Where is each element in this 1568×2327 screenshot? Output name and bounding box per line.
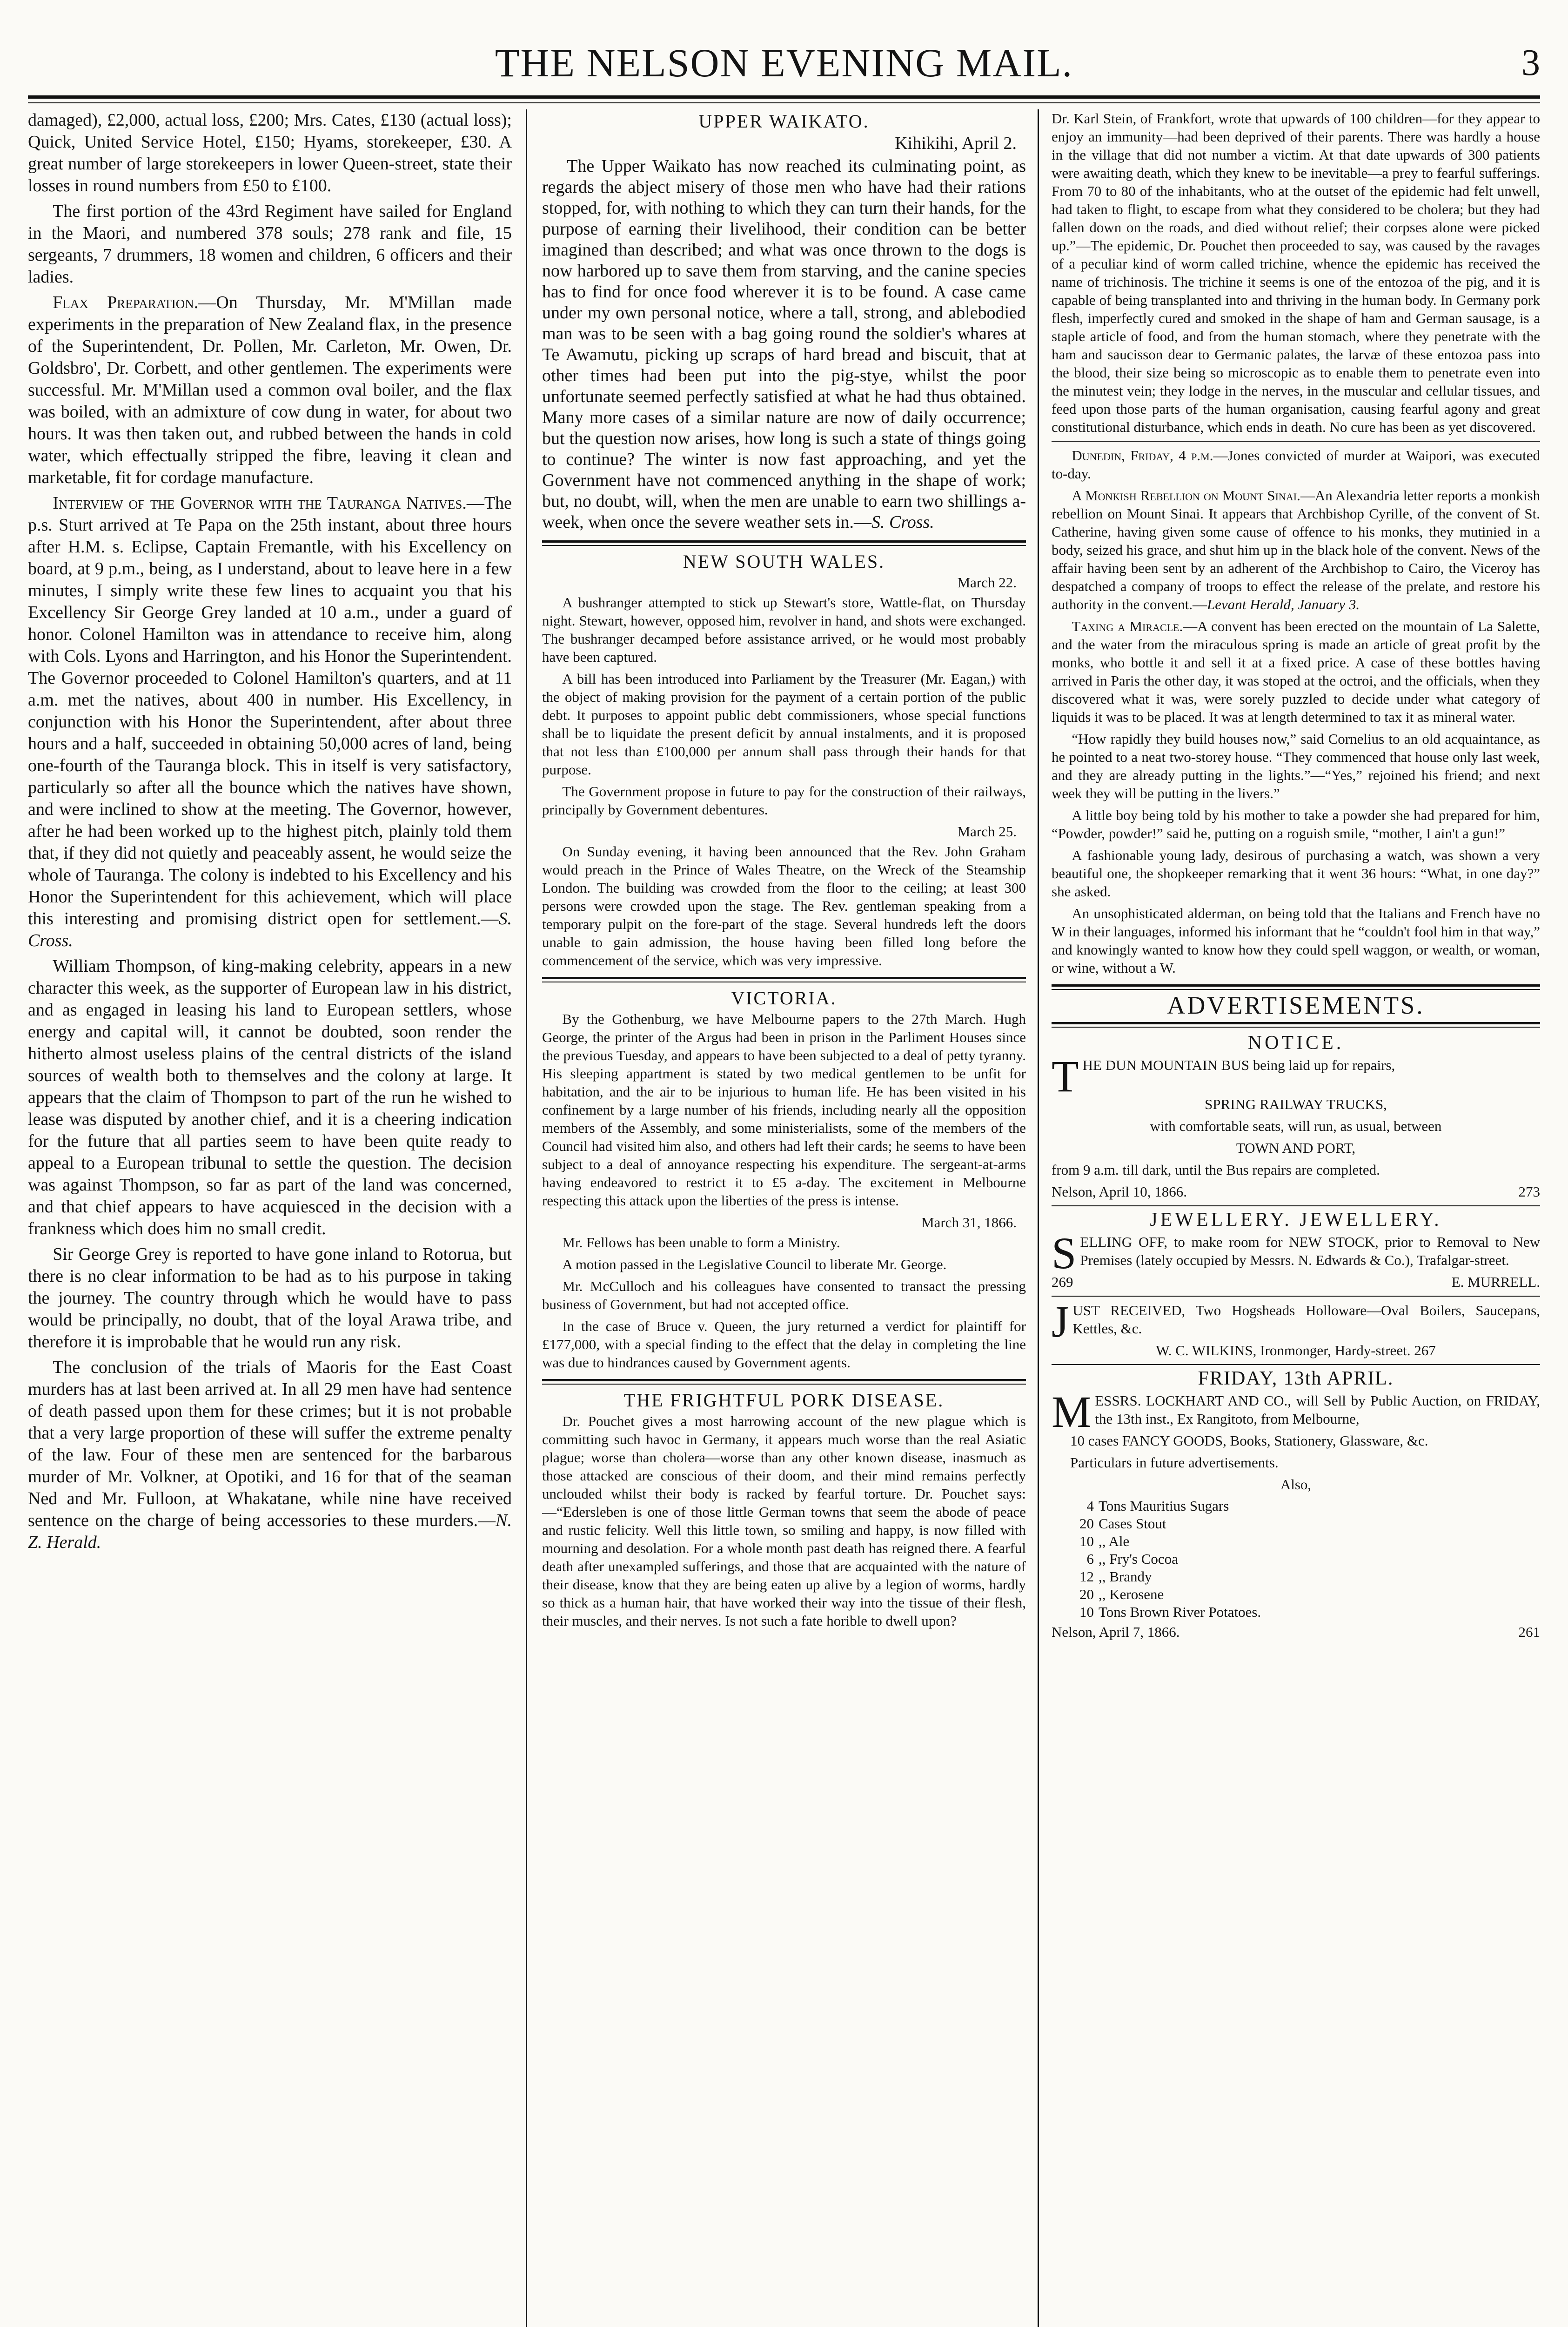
ad-date: Nelson, April 10, 1866. [1052,1184,1187,1200]
ad-auction [1052,1370,1540,1641]
ad-rule [1052,1205,1540,1206]
ad-title: NOTICE. [1247,1032,1344,1054]
article-paragraph: In the case of Bruce v. Queen, the jury returned a verdict for plaintiff for £177,000, with a special finding to the effect that the delay in completing the line was due to hindrances caused by Government agents. [542,1318,1026,1371]
goods-quantity: 4 [1086,1498,1094,1514]
ad-jewellery [1052,1211,1540,1291]
ad-notice [1052,1034,1540,1201]
goods-quantity: 6 [1086,1551,1094,1567]
article-paragraph [1052,446,1540,483]
article-source: N. Z. Herald. [28,1511,512,1552]
ad-line: Particulars in future advertisements. [1070,1454,1279,1471]
masthead-rule-thin [28,102,1540,103]
goods-description: Tons Mauritius Sugars [1099,1498,1229,1514]
section-rule [542,977,1026,982]
article-source: S. Cross. [28,909,512,950]
article-paragraph: Dr. Pouchet gives a most harrowing account of the new plague which is committing such havoc in Germany, it appears much worse than the real Asiatic plague; worse than cholera—worse than any other known disease, inasmuch as those attacked are conscious of their doom, and their mind remains perfectly unclouded whilst their body is racked by fearful torture. Dr. Pouchet says:—“Edersleben is one of those little German towns that seem the abode of peace and rustic felicity. Well this little town, so smiling and happy, is now filled with mourning and desolation. For a whole month past death has reigned there. A fearful death after unexampled sufferings, and those that are acquainted with the nature of their disease, know that they are being eaten up alive by a legion of worms, hardly so thick as a human hair, that have worked their way into the tissue of their flesh, their muscles, and their nerves. Is not such a fate horible to dwell upon? [542,1413,1026,1629]
ad-text [1052,1297,1540,1346]
ad-footer [1052,1183,1540,1201]
dateline: March 22. [957,574,1017,591]
article-paragraph: An unsophisticated alderman, on being told that the Italians and French have no W in their languages, informed his informant that he “couldn't fool him in that way,” and knowingly wanted to know how they could spell waggon, or wealth, or woman, or wine, without a W. [1052,905,1540,976]
drop-cap: S [1052,1228,1077,1278]
ad-number: 273 [1518,1184,1540,1200]
goods-description: ,, Kerosene [1099,1586,1164,1602]
section-heading: THE FRIGHTFUL PORK DISEASE. [623,1390,945,1411]
article-paragraph [542,156,1026,533]
ad-number: 261 [1518,1624,1540,1640]
page-number: 3 [1521,42,1540,83]
ad-just-received [1052,1297,1540,1359]
drop-cap: J [1052,1297,1069,1346]
ad-date: Nelson, April 7, 1866. [1052,1624,1180,1640]
article-paragraph: A little boy being told by his mother to take a powder she had prepared for him, “Powder, powder!” said he, putting on a roguish smile, “mother, I ain't a gun!” [1052,807,1540,841]
article-paragraph: William Thompson, of king-making celebrity, appears in a new character this week, as the supporter of European law in his district, and as engaged in leasing his land to European settlers, whose energy and capital will, it cannot be doubted, soon render the hitherto almost useless plains of the central districts of the island sources of wealth both to themselves and the colony at large. It appears that the claim of Thompson to part of the run he wished to lease was disputed by another chief, and it is a cheering indication for the future that all parties seem to have been quite ready to appeal to a European tribunal to settle the question. The decision was against Thompson, so far as part of the land was concerned, and that chief appears to have acquiesced in the decision with a frankness which does him no small credit. [28,956,512,1238]
goods-item [1079,1515,1266,1533]
article-heading: A Monkish Rebellion on Mount Sinai. [1072,487,1300,504]
column-3 [1052,109,1540,2327]
drop-cap: T [1052,1051,1079,1101]
article-paragraph: On Sunday evening, it having been announced that the Rev. John Graham would preach in the Prince of Wales Theatre, on the Wreck of the Steamship London. The building was crowded from the floor to the ceiling; at least 300 persons were crowded upon the stage. The Rev. gentleman speaking from a temporary pulpit on the fore-part of the stage. Several hundreds left the doors unable to gain admission, the house having been filled long before the commencement of the service, which was very impressive. [542,843,1026,968]
ad-text [1052,1228,1540,1278]
article-heading: Flax Preparation. [53,293,199,312]
ad-line: ELLING OFF, to make room for NEW STOCK, prior to Removal to New Premises (lately occupied by Messrs. N. Edwards & Co.), Trafalgar-street. [1080,1234,1540,1268]
goods-description: ,, Fry's Cocoa [1099,1551,1178,1567]
goods-quantity: 20 [1079,1586,1094,1602]
column-1 [28,109,512,2327]
goods-description: ,, Ale [1099,1533,1130,1549]
ad-line: UST RECEIVED, Two Hogsheads Holloware—Oval Boilers, Saucepans, Kettles, &c. [1072,1302,1540,1337]
goods-list [1079,1497,1266,1621]
article-text: The Upper Waikato has now reached its culminating point, as regards the abject misery of those men who have had their rations stopped, for, with nothing to which they can turn their hands, for the purpose of earning their livelihood, their condition can be better imagined than described; and what was once thrown to the dogs is now harbored up to save them from starving, and the canine species has to find for once food wherever it is to be found. A case came under my own personal notice, where a tall, strong, and ablebodied man was to be seen with a bag going round the soldier's whares at Te Awamutu, picking up scraps of hard bread and biscuit, that at other times had been put into the pig-stye, whilst the poor unfortunate seemed perfectly satisfied at what he had thus obtained. Many more cases of a similar nature are now of daily occurrence; but the question now arises, how long is such a state of things going to continue? The winter is now fast approaching, and yet the Government have not commenced anything in the shape of work; but, no doubt, will, when the men are unable to earn two shillings a-week, when once the severe weather sets in.— [542,156,1026,532]
ad-text [1052,1051,1540,1101]
article-paragraph [28,292,512,489]
article-text: The conclusion of the trials of Maoris for the East Coast murders has at last been arrived at. In all 29 men have had sentence of death passed upon them for these crimes; but it is not probable that a very large proportion of these will suffer the extreme penalty of the law. Four of these men are sentenced for the barbarous murder of Mr. Volkner, at Opotiki, and 16 for that of the seaman Ned and Mr. Fulloon, at Whakatane, while nine have received sentence on the charge of being accessories to these murders.— [28,1358,512,1530]
article-paragraph [1052,486,1540,613]
article-paragraph: damaged), £2,000, actual loss, £200; Mrs. Cates, £130 (actual loss); Quick, United Service Hotel, £150; Hyams, storekeeper, £30. A great number of large storekeepers in lower Queen-street, state their losses in round numbers from £50 to £100. [28,110,512,195]
goods-item [1079,1497,1266,1515]
ad-line: from 9 a.m. till dark, until the Bus repairs are completed. [1052,1162,1380,1178]
article-text: —Jones convicted of murder at Waipori, was executed to-day. [1052,447,1540,482]
goods-description: ,, Brandy [1099,1568,1152,1585]
dateline: Kihikihi, April 2. [895,134,1017,153]
ad-signature: E. MURRELL. [1451,1274,1540,1290]
ad-text [1052,1387,1540,1437]
article-paragraph: Mr. McCulloch and his colleagues have consented to transact the pressing business of Government, but had not accepted office. [542,1278,1026,1312]
section-heading: NEW SOUTH WALES. [683,551,885,572]
article-paragraph: Sir George Grey is reported to have gone inland to Rotorua, but there is no clear information to be had as to his purpose in taking the journey. The country through which he would have to pass would be principally, no doubt, that of the loyal Arawa tribe, and therefore it is improbable that he would run any risk. [28,1244,512,1352]
ad-rule [1052,1364,1540,1365]
article-text: —The p.s. Sturt arrived at Te Papa on the 25th instant, about three hours after H.M. s. Eclipse, Captain Fremantle, with his Excellency on board, at 9 p.m., being, as I understand, about to leave here in a few minutes, I simply write these few lines to acquaint you that his Excellency Sir George Grey landed at 10 a.m., under a guard of honor. Colonel Hamilton was in attendance to receive him, along with Cols. Lyons and Harrington, and his Honor the Superintendent. The Governor proceeded to Colonel Hamilton's quarters, and at 11 a.m. met the natives, about 400 in number. His Excellency, in conjunction with his Honor the Superintendent, after about three hours and a half, succeeded in obtaining 50,000 acres of land, being one-fourth of the Tauranga block. This in itself is very satisfactory, particularly so after all the bounce which the natives have shown, and were inclined to show at the meeting. The Governor, however, after he had been worked up to the highest pitch, plainly told them that, if they did not quietly and peaceably assent, he would seize the whole of Tauranga. The colony is indebted to his Excellency and his Honor the Superintendent for this achievement, which will place this interesting and promising district open for settlement.— [28,493,512,928]
article-paragraph: “How rapidly they build houses now,” said Cornelius to an old acquaintance, as he pointed to a neat two-storey house. “They commenced that house only last week, and they are already putting in the lights.”—“Yes,” rejoined his friend; and next week they will be putting in the livers.” [1052,731,1540,801]
section-heading: VICTORIA. [731,988,837,1009]
article-paragraph: The Government propose in future to pay for the construction of their railways, principally by Government debentures. [542,783,1026,818]
goods-item [1079,1603,1266,1621]
dateline: March 31, 1866. [921,1214,1017,1231]
article-paragraph: Mr. Fellows has been unable to form a Ministry. [562,1234,840,1251]
article-paragraph: A fashionable young lady, desirous of purchasing a watch, was shown a very beautiful one, the shopkeeper remarking that it went 36 hours: “What, in one day?” she asked. [1052,847,1540,900]
article-heading: Dunedin, Friday, 4 p.m. [1072,447,1213,464]
ad-line: with comfortable seats, will run, as usual, between [1150,1118,1442,1134]
ad-title: FRIDAY, 13th APRIL. [1198,1368,1394,1389]
section-rule [1052,441,1540,442]
ad-title: JEWELLERY. JEWELLERY. [1150,1209,1442,1231]
article-paragraph [28,492,512,952]
goods-description: Cases Stout [1099,1515,1166,1532]
goods-quantity: 10 [1079,1604,1094,1620]
section-rule [1052,984,1540,990]
article-paragraph: By the Gothenburg, we have Melbourne papers to the 27th March. Hugh George, the printer of the Argus had been in prison in the Parliment Houses since the previous Tuesday, and appears to have been subjected to a deal of petty tyranny. His sleeping appartment is stated by two medical gentlemen to be unfit for habitation, and the air to be injurious to human life. He has been visited in his confinement by a large number of his friends, including nearly all the opposition members of the Assembly, and some ministerialists, some of the members of the Council had visited him also, and others had left their cards; he seems to have been subject to a deal of annoyance respecting his expenditure. The sergeant-at-arms having endeavored to restrict it to £5 a-day. The excitement in Melbourne respecting this attack upon the liberties of the press is intense. [542,1011,1026,1209]
article-paragraph: A bill has been introduced into Parliament by the Treasurer (Mr. Eagan,) with the object of making provision for the payment of a certain portion of the public debt. It purposes to appoint public debt commissioners, whose special functions shall be to liquidate the present deficit by annual instalments, and it is proposed that not less than £100,000 per annum shall pass through their hands for that purpose. [542,671,1026,778]
article-source: Levant Herald, January 3. [1207,596,1360,612]
article-paragraph: Dr. Karl Stein, of Frankfort, wrote that upwards of 100 children—for they appear to enjoy an immunity—had been deprived of their parents. There was hardly a house in the village that did not number a victim. At that date upwards of 300 patients were awaiting death, which they knew to be inevitable—a prey to fearful sufferings. From 70 to 80 of the inhabitants, who at the outset of the epidemic had felt unwell, had taken to flight, to escape from what they considered to be cholera; but they had fallen down on the roads, and died without relief; their corpses alone were picked up.”—The epidemic, Dr. Pouchet then proceeded to say, was caused by the ravages of a peculiar kind of worm called trichine, whence the epidemic has received the name of trichinosis. The trichine it seems is one of the entozoa of the pig, and it is capable of being transplanted into and thriving in the human body. In Germany pork flesh, imperfectly cured and smoked in the shape of ham and German sausage, is a staple article of food, and from the human stomach, where they penetrate with the ham and saucisson dear to Germanic palates, the larvæ of these entozoa pass into the blood, their size being so microscopic as to enable them to penetrate even into the minutest vein; they lodge in the nerves, in the muscular and cellular tissues, and feed upon those parts of the human organisation, causing fearful agony and great constitutional disturbance, which ends in death. No cure has been as yet discovered. [1052,110,1540,435]
article-paragraph [28,1357,512,1554]
ad-footer [1052,1623,1540,1641]
article-paragraph: A bushranger attempted to stick up Stewart's store, Wattle-flat, on Thursday night. Stewart, however, opposed him, revolver in hand, and shots were exchanged. The bushranger decamped before assistance arrived, or he would most probably have been captured. [542,594,1026,665]
ad-line: ESSRS. LOCKHART AND CO., will Sell by Public Auction, on FRIDAY, the 13th inst., Ex Rangitoto, from Melbourne, [1095,1392,1540,1427]
section-rule [542,540,1026,546]
article-paragraph [1052,617,1540,726]
ad-line: SPRING RAILWAY TRUCKS, [1205,1096,1387,1112]
masthead-title: THE NELSON EVENING MAIL. [495,40,1073,85]
section-rule [1052,1022,1540,1028]
advertisements-heading: ADVERTISEMENTS. [1167,991,1425,1019]
drop-cap: M [1052,1387,1092,1437]
goods-item [1079,1586,1266,1603]
ad-line: HE DUN MOUNTAIN BUS being laid up for repairs, [1082,1057,1395,1073]
ad-line: Also, [1280,1476,1312,1493]
article-paragraph: A motion passed in the Legislative Council to liberate Mr. George. [562,1256,947,1272]
article-heading: Taxing a Miracle. [1072,618,1183,634]
column-2 [542,109,1026,2327]
dateline: March 25. [957,823,1017,840]
goods-quantity: 10 [1079,1533,1094,1549]
ad-footer [1052,1273,1540,1291]
section-rule [542,1379,1026,1385]
article-paragraph: The first portion of the 43rd Regiment have sailed for England in the Maori, and numbered 378 souls; 278 rank and file, 15 sergeants, 7 drummers, 18 women and children, 6 officers and their ladies. [28,202,512,287]
section-heading: UPPER WAIKATO. [698,111,870,132]
goods-item [1079,1550,1266,1568]
ad-line: TOWN AND PORT, [1236,1140,1356,1156]
goods-item [1079,1533,1266,1550]
goods-description: Tons Brown River Potatoes. [1099,1604,1261,1620]
article-text: —On Thursday, Mr. M'Millan made experiments in the preparation of New Zealand flax, in the presence of the Superintendent, Dr. Pollen, Mr. Carleton, Mr. Owen, Dr. Goldsbro', Dr. Corbett, and other gentlemen. The experiments were successful. Mr. M'Millan used a common oval boiler, and the flax was boiled, with an admixture of cow dung in water, for about two hours. It was then taken out, and rubbed between the hands in cold water, which effectually stripped the fibre, leaving it clean and marketable, fit for cordage manufacture. [28,293,512,487]
masthead-rule [28,95,1540,99]
ad-signature: W. C. WILKINS, Ironmonger, Hardy-street. 267 [1156,1342,1436,1359]
column-divider [1038,109,1039,2327]
article-text: —A convent has been erected on the mountain of La Salette, and the water from the miraculous spring is made an article of great profit by the monks, who bottle it and sell it at a fixed price. A case of these bottles having arrived in Paris the other day, it was stoped at the octroi, and the officials, when they discovered what it was, were sorely puzzled to decide under what category of liquids it was to be placed. It was at length determined to tax it as mineral water. [1052,618,1540,725]
goods-quantity: 20 [1079,1515,1094,1532]
ad-number: 269 [1052,1274,1073,1290]
ad-rule [1052,1296,1540,1297]
column-divider [526,109,527,2327]
goods-quantity: 12 [1079,1568,1094,1585]
ad-line: 10 cases FANCY GOODS, Books, Stationery, Glassware, &c. [1070,1433,1428,1449]
article-source: S. Cross. [871,512,934,532]
article-heading: Interview of the Governor with the Tauranga Natives. [53,493,467,513]
article-text: —An Alexandria letter reports a monkish rebellion on Mount Sinai. It appears that Archbishop Cyrille, of the convent of St. Catherine, having given some cause of offence to his monks, they mutinied in a body, seized his grace, and shut him up in the black hole of the convent. News of the affair having been sent by an adherent of the Archbishop to Cairo, the Viceroy has despatched a company of troops to effect the release of the prelate, and restore his authority in the convent.— [1052,487,1540,612]
goods-item [1079,1568,1266,1586]
